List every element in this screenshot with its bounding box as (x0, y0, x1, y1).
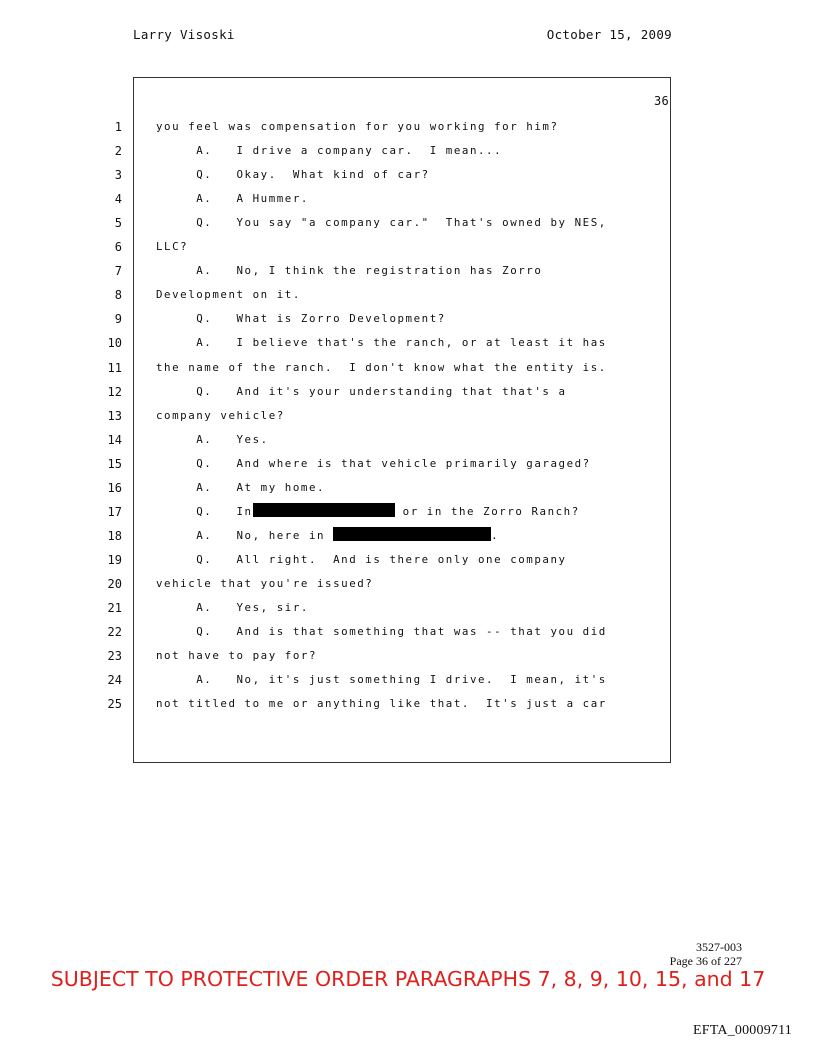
line-text (156, 235, 188, 259)
transcript-line (0, 356, 816, 380)
line-text (156, 331, 607, 355)
line-text (156, 668, 607, 692)
line-text (156, 524, 499, 548)
line-number: 22 (107, 625, 122, 640)
transcript-line (0, 139, 816, 163)
transcript-line (0, 404, 816, 428)
transcript-line (0, 572, 816, 596)
line-number: 8 (114, 288, 122, 303)
deposition-date: October 15, 2009 (546, 27, 672, 42)
line-number: 20 (107, 576, 122, 591)
line-text-segment: A. I believe that's the ranch, or at least it has (156, 336, 607, 350)
line-text-segment: A. Yes. (156, 432, 269, 446)
line-text-segment: A. At my home. (156, 480, 326, 494)
line-number: 11 (107, 360, 122, 375)
line-text (156, 187, 309, 211)
transcript-line (0, 668, 816, 692)
line-text-segment: Q. Okay. What kind of car? (156, 168, 430, 182)
line-number: 3 (114, 168, 122, 183)
transcript-page-number: 36 (653, 94, 669, 108)
line-text-segment: not have to pay for? (156, 649, 318, 663)
line-text-segment: you feel was compensation for you working for him? (156, 120, 559, 133)
line-number: 15 (107, 456, 122, 471)
protective-order-notice: SUBJECT TO PROTECTIVE ORDER PARAGRAPHS 7, 8, 9, 10, 15, and 17 (50, 967, 766, 991)
line-text-segment: Q. And where is that vehicle primarily garaged? (156, 456, 591, 470)
line-number: 21 (107, 601, 122, 615)
line-text (156, 428, 269, 452)
line-text-segment: A. A Hummer. (156, 192, 309, 206)
line-number: 6 (114, 240, 122, 255)
line-text (156, 211, 607, 235)
line-text (156, 139, 502, 163)
line-text (156, 452, 591, 476)
line-text-segment: Q. And it's your understanding that that's a (156, 384, 567, 398)
line-number: 5 (114, 216, 122, 231)
line-text-segment: A. I drive a company car. I mean... (156, 144, 503, 158)
line-text (156, 548, 567, 572)
line-text-segment: Q. And is that something that was -- that you did (156, 625, 607, 639)
line-text (156, 283, 301, 307)
line-number: 10 (107, 336, 122, 351)
transcript-line (0, 331, 816, 355)
line-number: 7 (114, 264, 122, 279)
line-number: 14 (107, 432, 122, 447)
line-number: 23 (107, 649, 122, 664)
page-of-total: Page 36 of 227 (669, 954, 742, 968)
witness-name: Larry Visoski (133, 27, 235, 42)
line-number: 9 (114, 312, 122, 327)
line-text-segment: A. No, here in (156, 528, 334, 542)
line-text-segment: Development on it. (156, 288, 301, 302)
line-text (156, 572, 373, 596)
transcript-line (0, 596, 816, 620)
line-text (156, 404, 285, 428)
transcript-line (0, 620, 816, 644)
line-text-segment: A. No, I think the registration has Zorro (156, 264, 543, 278)
line-number: 13 (107, 408, 122, 423)
line-number: 24 (107, 673, 122, 688)
line-text-segment: Q. You say "a company car." That's owned by NES, (156, 216, 607, 230)
line-text (156, 380, 567, 404)
line-text (156, 620, 607, 644)
line-number: 12 (107, 384, 122, 399)
line-number: 4 (114, 192, 122, 207)
transcript-line (0, 283, 816, 307)
line-text-segment: A. Yes, sir. (156, 601, 309, 614)
transcript-line (0, 259, 816, 283)
transcript-line (0, 452, 816, 476)
line-text-segment: or in the Zorro Ranch? (394, 504, 580, 518)
line-text (156, 115, 559, 139)
redaction-bar (333, 527, 491, 541)
line-number: 19 (107, 552, 122, 567)
transcript-line (0, 235, 816, 259)
line-text (156, 476, 325, 500)
line-text-segment: . (491, 528, 500, 542)
line-text-segment: company vehicle? (156, 408, 285, 422)
line-number: 17 (107, 504, 122, 519)
line-number: 25 (107, 697, 122, 712)
line-text-segment: A. No, it's just something I drive. I mean, it's (156, 673, 607, 687)
line-text (156, 500, 580, 524)
transcript-line (0, 115, 816, 139)
transcript-line (0, 163, 816, 187)
line-text-segment: LLC? (156, 240, 189, 254)
line-text (156, 307, 446, 331)
document-id: EFTA_00009711 (693, 1023, 792, 1038)
line-text-segment: not titled to me or anything like that. It's just a car (156, 697, 607, 711)
transcript-line (0, 307, 816, 331)
line-number: 1 (114, 120, 122, 134)
transcript-line (0, 692, 816, 716)
line-number: 18 (107, 528, 122, 543)
line-text (156, 596, 309, 620)
line-text-segment: vehicle that you're issued? (156, 576, 374, 590)
transcript-line (0, 211, 816, 235)
line-text (156, 692, 607, 716)
transcript-line (0, 500, 816, 524)
redaction-bar (253, 503, 395, 517)
line-text (156, 163, 430, 187)
transcript-line (0, 644, 816, 668)
line-text (156, 356, 607, 380)
line-text (156, 644, 317, 668)
transcript-line (0, 476, 816, 500)
transcript-line (0, 380, 816, 404)
transcript-line (0, 548, 816, 572)
line-number: 2 (114, 144, 122, 159)
line-text-segment: Q. In (156, 504, 253, 518)
case-code: 3527-003 (696, 940, 742, 954)
line-text-segment: Q. What is Zorro Development? (156, 312, 446, 326)
line-text (156, 259, 542, 283)
transcript-line (0, 428, 816, 452)
line-text-segment: the name of the ranch. I don't know what the entity is. (156, 360, 607, 374)
transcript-line (0, 524, 816, 548)
line-number: 16 (107, 480, 122, 495)
transcript-line (0, 187, 816, 211)
line-text-segment: Q. All right. And is there only one company (156, 552, 567, 566)
